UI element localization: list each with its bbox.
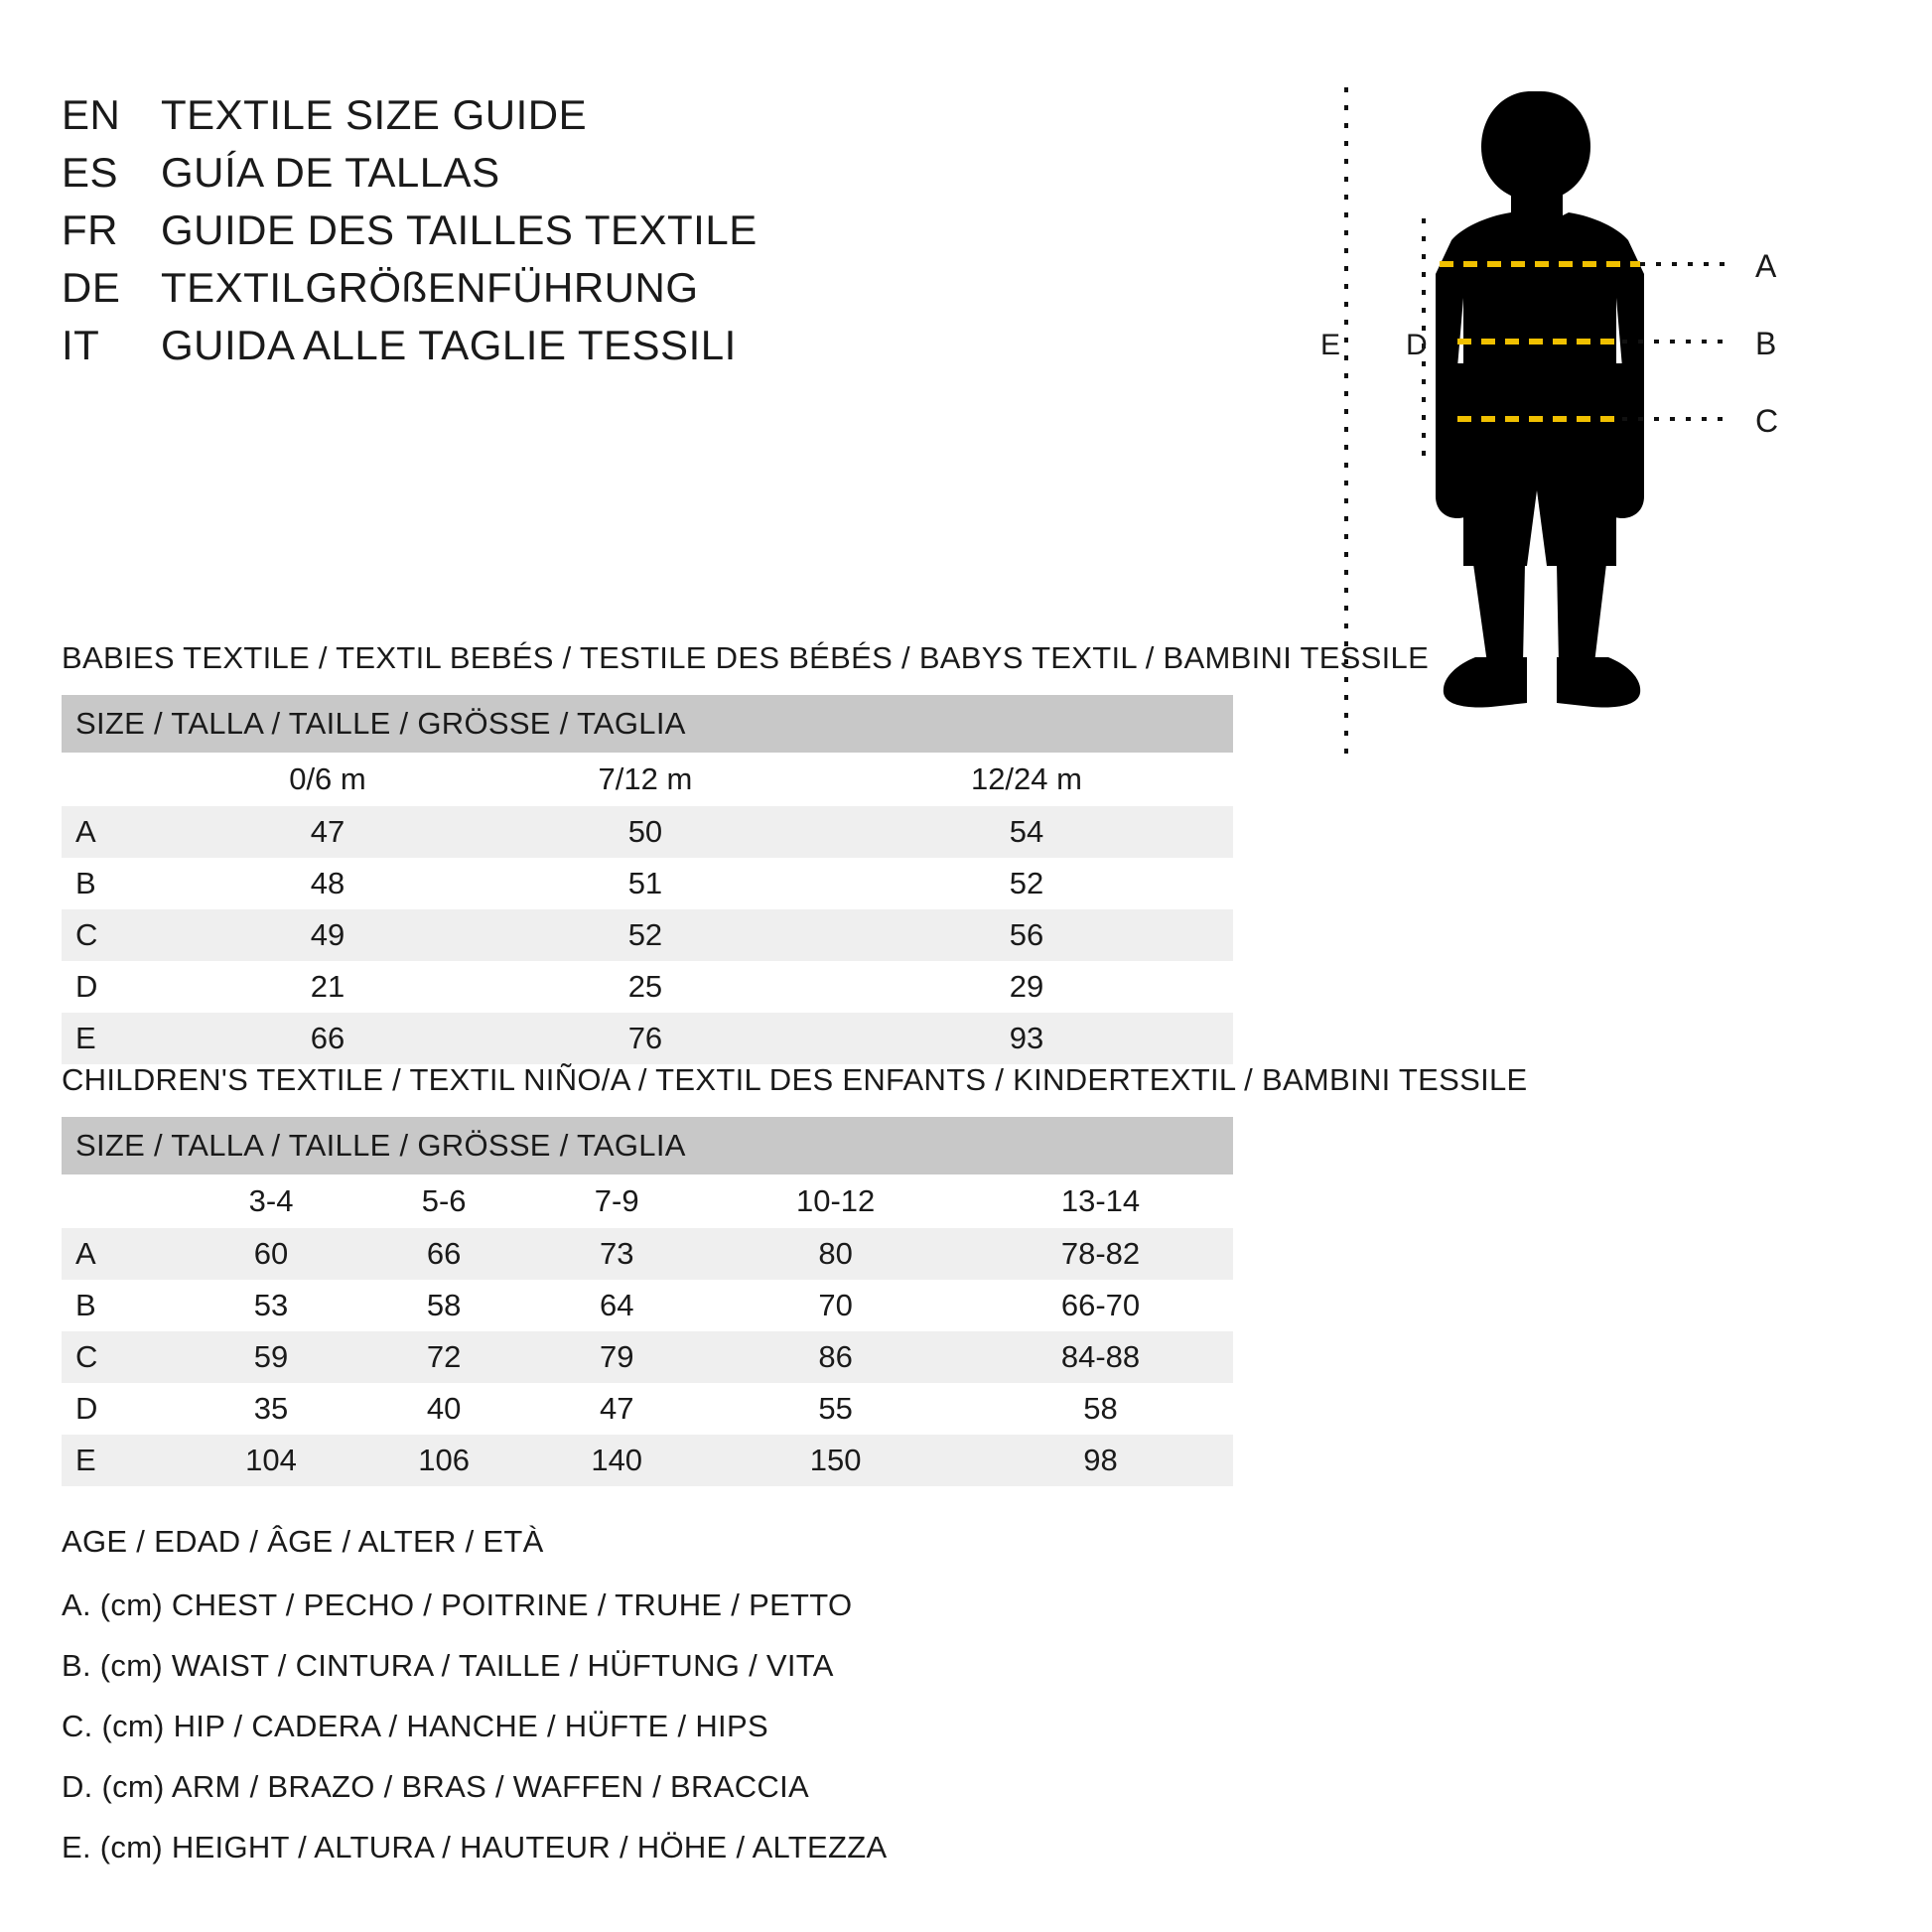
cell-value: 35 — [185, 1383, 357, 1435]
language-code: FR — [62, 207, 118, 253]
cell-value: 98 — [968, 1435, 1233, 1486]
language-title: GUIDE DES TAILLES TEXTILE — [161, 207, 758, 253]
row-label: E — [62, 1013, 185, 1064]
row-label: D — [62, 1383, 185, 1435]
language-row — [62, 149, 1054, 197]
language-code: ES — [62, 149, 119, 196]
row-label: B — [62, 1280, 185, 1331]
cell-value: 29 — [820, 961, 1233, 1013]
measurement-legend — [62, 1524, 1352, 1890]
row-label: D — [62, 961, 185, 1013]
legend-line-waist: B. (cm) WAIST / CINTURA / TAILLE / HÜFTUNG / VITA — [62, 1648, 834, 1683]
language-code: EN — [62, 91, 121, 138]
table-header-row — [62, 695, 1233, 753]
language-row — [62, 322, 1054, 369]
cell-value: 59 — [185, 1331, 357, 1383]
row-label: C — [62, 1331, 185, 1383]
cell-value: 51 — [471, 858, 820, 909]
babies-size-header: SIZE / TALLA / TAILLE / GRÖSSE / TAGLIA — [62, 695, 1233, 753]
table-row — [62, 1435, 1233, 1486]
cell-value: 52 — [820, 858, 1233, 909]
silhouette-body — [1436, 91, 1644, 707]
legend-line-hip: C. (cm) HIP / CADERA / HANCHE / HÜFTE / HIPS — [62, 1709, 768, 1743]
table-row — [62, 1013, 1233, 1064]
language-title: TEXTILE SIZE GUIDE — [161, 91, 588, 138]
cell-value: 66 — [357, 1228, 530, 1280]
cell-value: 58 — [357, 1280, 530, 1331]
table-row — [62, 1280, 1233, 1331]
babies-section-heading: BABIES TEXTILE / TEXTIL BEBÉS / TESTILE DES BÉBÉS / BABYS TEXTIL / BAMBINI TESSILE — [62, 640, 1430, 675]
column-header: 10-12 — [703, 1174, 968, 1228]
legend-line-height: E. (cm) HEIGHT / ALTURA / HAUTEUR / HÖHE / ALTEZZA — [62, 1830, 888, 1864]
cell-value: 25 — [471, 961, 820, 1013]
cell-value: 55 — [703, 1383, 968, 1435]
cell-value: 48 — [185, 858, 471, 909]
row-label: C — [62, 909, 185, 961]
table-row — [62, 909, 1233, 961]
cell-value: 58 — [968, 1383, 1233, 1435]
label-d: D — [1406, 329, 1428, 361]
table-row — [62, 806, 1233, 858]
row-label: E — [62, 1435, 185, 1486]
cell-value: 80 — [703, 1228, 968, 1280]
row-label: A — [62, 1228, 185, 1280]
cell-value: 66 — [185, 1013, 471, 1064]
children-section-heading: CHILDREN'S TEXTILE / TEXTIL NIÑO/A / TEXTIL DES ENFANTS / KINDERTEXTIL / BAMBINI TESSILE — [62, 1062, 1528, 1097]
cell-value: 21 — [185, 961, 471, 1013]
cell-value: 54 — [820, 806, 1233, 858]
legend-line-chest: A. (cm) CHEST / PECHO / POITRINE / TRUHE / PETTO — [62, 1587, 853, 1622]
column-header: 12/24 m — [820, 753, 1233, 806]
cell-value: 56 — [820, 909, 1233, 961]
language-code: DE — [62, 264, 121, 311]
cell-value: 79 — [530, 1331, 703, 1383]
language-row — [62, 264, 1054, 312]
cell-value: 49 — [185, 909, 471, 961]
cell-value: 106 — [357, 1435, 530, 1486]
table-row — [62, 1331, 1233, 1383]
cell-value: 52 — [471, 909, 820, 961]
table-row — [62, 858, 1233, 909]
column-header: 13-14 — [968, 1174, 1233, 1228]
cell-value: 78-82 — [968, 1228, 1233, 1280]
cell-value: 76 — [471, 1013, 820, 1064]
language-code: IT — [62, 322, 100, 368]
language-title-block — [62, 91, 1054, 379]
babies-size-table — [62, 695, 1233, 1064]
label-c: C — [1755, 403, 1779, 439]
table-column-row — [62, 753, 1233, 806]
column-header: 5-6 — [357, 1174, 530, 1228]
row-label: B — [62, 858, 185, 909]
cell-value: 72 — [357, 1331, 530, 1383]
column-header: 7-9 — [530, 1174, 703, 1228]
cell-value: 73 — [530, 1228, 703, 1280]
cell-value: 84-88 — [968, 1331, 1233, 1383]
row-label: A — [62, 806, 185, 858]
cell-value: 140 — [530, 1435, 703, 1486]
cell-value: 66-70 — [968, 1280, 1233, 1331]
language-row — [62, 207, 1054, 254]
cell-value: 93 — [820, 1013, 1233, 1064]
column-corner — [62, 1174, 185, 1228]
column-header: 0/6 m — [185, 753, 471, 806]
table-row — [62, 961, 1233, 1013]
language-title: GUÍA DE TALLAS — [161, 149, 500, 196]
column-header: 3-4 — [185, 1174, 357, 1228]
cell-value: 40 — [357, 1383, 530, 1435]
label-e: E — [1320, 329, 1341, 361]
label-a: A — [1755, 248, 1777, 284]
legend-line-arm: D. (cm) ARM / BRAZO / BRAS / WAFFEN / BRACCIA — [62, 1769, 809, 1804]
cell-value: 47 — [185, 806, 471, 858]
cell-value: 150 — [703, 1435, 968, 1486]
table-row — [62, 1228, 1233, 1280]
cell-value: 47 — [530, 1383, 703, 1435]
language-title: TEXTILGRÖßENFÜHRUNG — [161, 264, 699, 311]
language-title: GUIDA ALLE TAGLIE TESSILI — [161, 322, 737, 368]
children-size-header: SIZE / TALLA / TAILLE / GRÖSSE / TAGLIA — [62, 1117, 1233, 1174]
table-row — [62, 1383, 1233, 1435]
language-row — [62, 91, 1054, 139]
cell-value: 60 — [185, 1228, 357, 1280]
cell-value: 86 — [703, 1331, 968, 1383]
legend-line-age: AGE / EDAD / ÂGE / ALTER / ETÀ — [62, 1524, 544, 1559]
children-size-table — [62, 1117, 1233, 1486]
cell-value: 50 — [471, 806, 820, 858]
label-b: B — [1755, 326, 1777, 361]
table-header-row — [62, 1117, 1233, 1174]
table-column-row — [62, 1174, 1233, 1228]
cell-value: 64 — [530, 1280, 703, 1331]
cell-value: 104 — [185, 1435, 357, 1486]
column-header: 7/12 m — [471, 753, 820, 806]
cell-value: 53 — [185, 1280, 357, 1331]
column-corner — [62, 753, 185, 806]
cell-value: 70 — [703, 1280, 968, 1331]
